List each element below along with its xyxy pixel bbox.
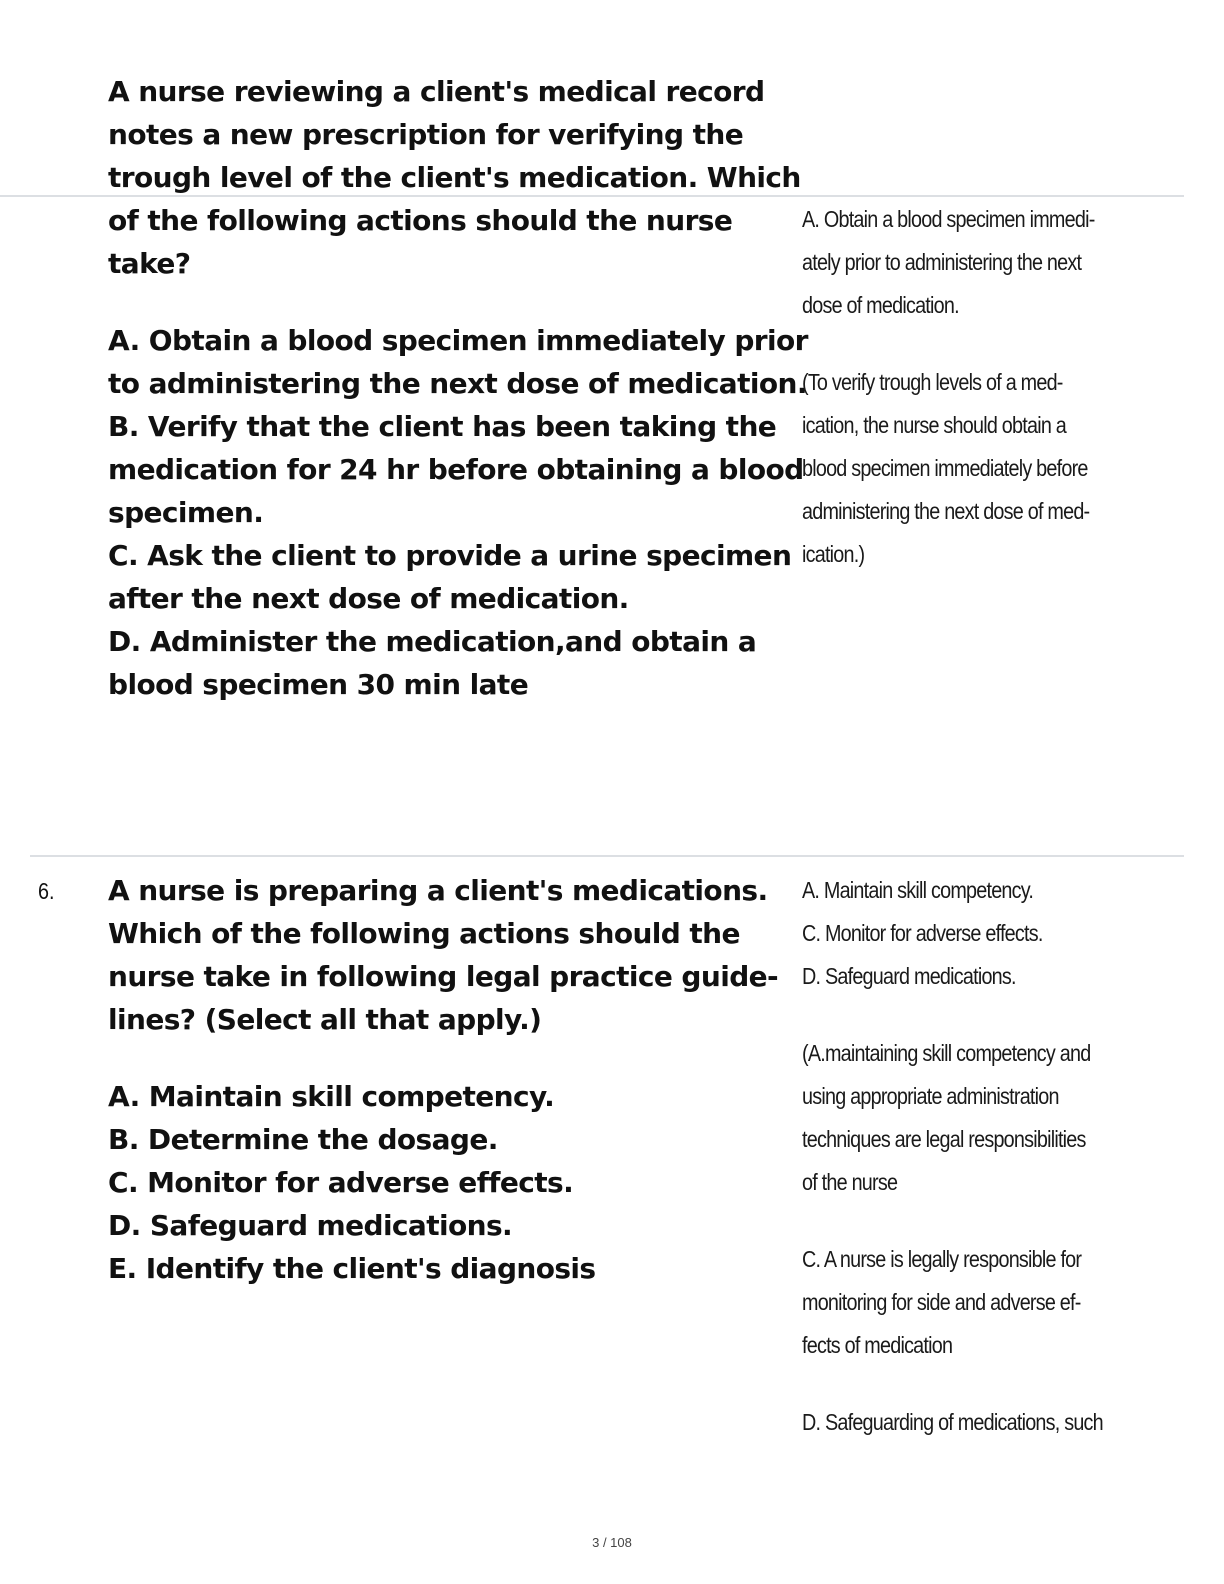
question-5-stem-line: trough level of the client's medication. Which xyxy=(108,161,801,194)
question-5-stem-line: notes a new prescription for verifying the xyxy=(108,118,744,151)
question-5-answer-line: dose of medication. xyxy=(802,292,959,318)
question-5-stem-line: A nurse reviewing a client's medical record xyxy=(108,75,765,108)
question-6-option-line: E. Identify the client's diagnosis xyxy=(108,1252,596,1285)
question-5-option-line: B. Verify that the client has been taking the xyxy=(108,410,777,443)
question-5-option-line: D. Administer the medication,and obtain a xyxy=(108,625,757,658)
question-6-number: 6. xyxy=(38,878,55,904)
question-6-rationale-line: D. Safeguarding of medications, such xyxy=(802,1409,1103,1435)
question-5-answer-block xyxy=(802,198,1172,576)
question-6-rationale-line: C. A nurse is legally responsible for xyxy=(802,1246,1082,1272)
question-6-rationale-line: fects of medication xyxy=(802,1332,953,1358)
question-5-block xyxy=(108,70,808,706)
question-6-rationale-line: techniques are legal responsibilities xyxy=(802,1126,1086,1152)
question-5-option-line: after the next dose of medication. xyxy=(108,582,629,615)
question-5-answer-line: ately prior to administering the next xyxy=(802,249,1082,275)
question-5-option-line: to administering the next dose of medication. xyxy=(108,367,807,400)
question-6-rationale-line: of the nurse xyxy=(802,1169,898,1195)
question-6-stem-line: A nurse is preparing a client's medications. xyxy=(108,874,768,907)
question-5-option-line: medication for 24 hr before obtaining a blood xyxy=(108,453,804,486)
question-6-block xyxy=(108,869,798,1290)
question-6-rationale-line: (A.maintaining skill competency and xyxy=(802,1040,1091,1066)
question-5-answer-line: A. Obtain a blood specimen immedi- xyxy=(802,206,1095,232)
question-5-rationale-line: (To verify trough levels of a med- xyxy=(802,369,1063,395)
question-5-stem-line: take? xyxy=(108,247,191,280)
question-5-rationale-line: ication, the nurse should obtain a xyxy=(802,412,1066,438)
question-6-rationale-line: using appropriate administration xyxy=(802,1083,1059,1109)
page-indicator: 3 / 108 xyxy=(592,1535,632,1550)
question-6-option-line: D. Safeguard medications. xyxy=(108,1209,513,1242)
question-6-answer-line: D. Safeguard medications. xyxy=(802,963,1016,989)
question-5-rationale-line: ication.) xyxy=(802,541,865,567)
question-6-stem-line: lines? (Select all that apply.) xyxy=(108,1003,542,1036)
question-5-option-line: A. Obtain a blood specimen immediately prior xyxy=(108,324,808,357)
question-6-rationale-line: monitoring for side and adverse ef- xyxy=(802,1289,1081,1315)
question-5-option-line: specimen. xyxy=(108,496,264,529)
question-6-answer-line: C. Monitor for adverse effects. xyxy=(802,920,1043,946)
question-5-rationale-line: blood specimen immediately before xyxy=(802,455,1088,481)
question-5-option-line: C. Ask the client to provide a urine specimen xyxy=(108,539,792,572)
question-6-option-line: A. Maintain skill competency. xyxy=(108,1080,555,1113)
question-5-stem-line: of the following actions should the nurse xyxy=(108,204,733,237)
question-6-stem-line: nurse take in following legal practice guide- xyxy=(108,960,779,993)
row-divider xyxy=(30,855,1184,857)
question-6-option-line: B. Determine the dosage. xyxy=(108,1123,498,1156)
question-5-rationale-line: administering the next dose of med- xyxy=(802,498,1090,524)
question-6-answer-line: A. Maintain skill competency. xyxy=(802,877,1034,903)
question-5-option-line: blood specimen 30 min late xyxy=(108,668,529,701)
question-6-answer-block xyxy=(802,869,1172,1444)
question-6-option-line: C. Monitor for adverse effects. xyxy=(108,1166,574,1199)
question-6-stem-line: Which of the following actions should the xyxy=(108,917,740,950)
